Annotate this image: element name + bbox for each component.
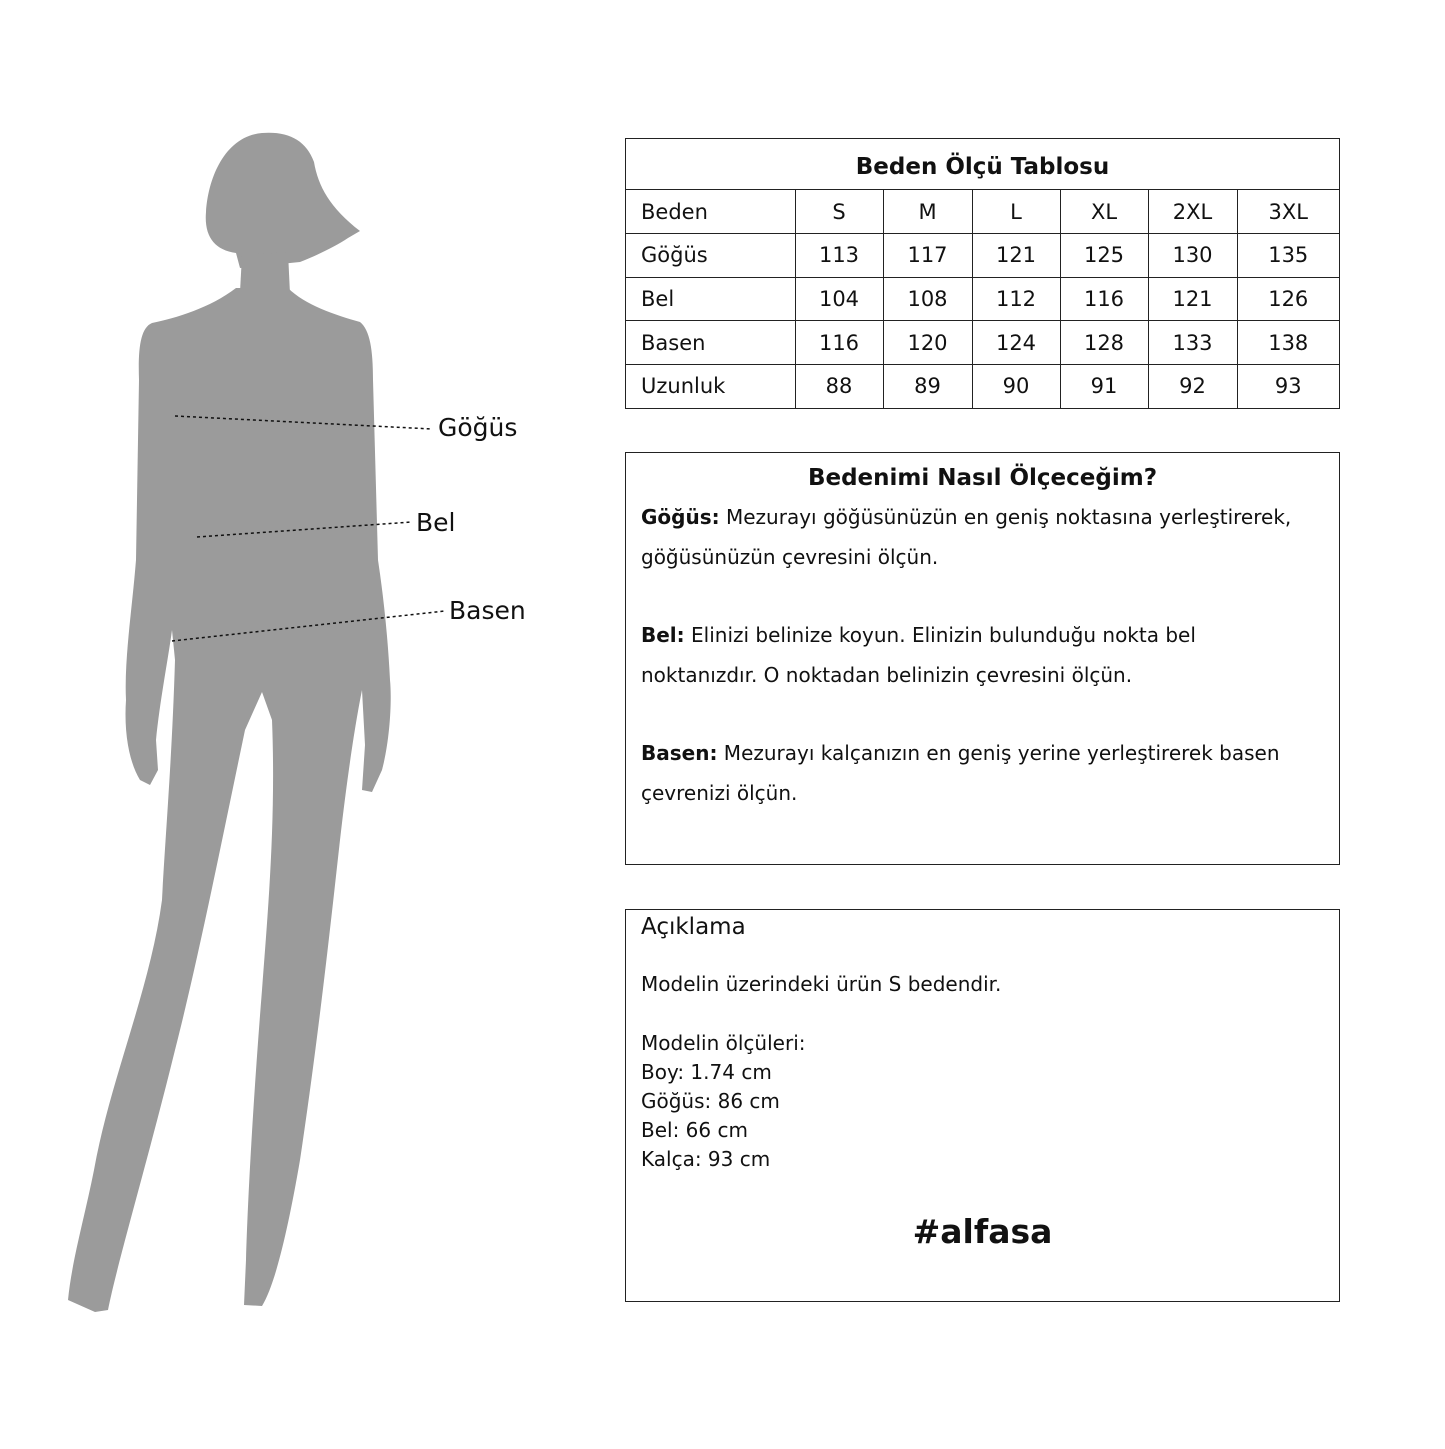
table-cell: 116 xyxy=(795,321,883,365)
table-header-cell: 2XL xyxy=(1148,190,1237,234)
silhouette-graphic xyxy=(0,0,620,1445)
table-cell: Göğüs xyxy=(626,234,795,278)
table-row xyxy=(626,234,1339,278)
waist-instruction-label: Bel: xyxy=(641,623,685,647)
size-chart-title: Beden Ölçü Tablosu xyxy=(626,139,1339,190)
model-measurement-height: Boy: 1.74 cm xyxy=(641,1060,772,1084)
table-row xyxy=(626,364,1339,408)
model-measurements-title: Modelin ölçüleri: xyxy=(641,1031,806,1055)
waist-instruction-text: Elinizi belinize koyun. Elinizin bulunduğu nokta bel xyxy=(684,623,1196,647)
waist-instruction xyxy=(641,615,1319,695)
size-table-grid xyxy=(626,190,1339,408)
table-cell: 116 xyxy=(1060,277,1148,321)
table-cell: Bel xyxy=(626,277,795,321)
table-cell: 138 xyxy=(1237,321,1339,365)
model-measurement-chest: Göğüs: 86 cm xyxy=(641,1089,780,1113)
chest-instruction xyxy=(641,497,1319,577)
table-cell: 117 xyxy=(883,234,972,278)
neck-shape xyxy=(240,252,290,294)
brand-hashtag: #alfasa xyxy=(912,1212,1053,1251)
table-cell: 130 xyxy=(1148,234,1237,278)
description-title: Açıklama xyxy=(641,914,746,940)
table-header-cell: L xyxy=(972,190,1060,234)
table-cell: 133 xyxy=(1148,321,1237,365)
table-cell: 91 xyxy=(1060,364,1148,408)
hip-label: Basen xyxy=(449,596,526,625)
table-header-cell: XL xyxy=(1060,190,1148,234)
table-cell: 108 xyxy=(883,277,972,321)
waist-instruction-text-2: noktanızdır. O noktadan belinizin çevresini ölçün. xyxy=(641,663,1133,687)
waist-label: Bel xyxy=(416,508,456,537)
table-cell: 135 xyxy=(1237,234,1339,278)
table-cell: 92 xyxy=(1148,364,1237,408)
body-shape xyxy=(68,288,391,1312)
table-cell: 93 xyxy=(1274,374,1302,399)
table-row xyxy=(626,277,1339,321)
how-to-measure-box xyxy=(625,452,1340,865)
table-header-cell: M xyxy=(883,190,972,234)
table-cell: 128 xyxy=(1060,321,1148,365)
table-cell: 124 xyxy=(972,321,1060,365)
model-size-text: Modelin üzerindeki ürün S bedendir. xyxy=(641,972,1002,996)
table-header-cell: Beden xyxy=(626,190,795,234)
chest-instruction-text: Mezurayı göğüsünüzün en geniş noktasına yerleştirerek, xyxy=(719,505,1292,529)
table-cell: 121 xyxy=(1148,277,1237,321)
hip-instruction xyxy=(641,733,1319,813)
model-measurement-hip: Kalça: 93 cm xyxy=(641,1147,771,1171)
chest-instruction-text-2: göğüsünüzün çevresini ölçün. xyxy=(641,545,939,569)
size-chart-table xyxy=(625,138,1340,409)
table-cell: 89 xyxy=(883,364,972,408)
body-silhouette-figure xyxy=(0,0,620,1445)
table-cell: 104 xyxy=(795,277,883,321)
chest-label: Göğüs xyxy=(438,413,518,442)
table-cell: 90 xyxy=(972,364,1060,408)
table-header-cell: S xyxy=(795,190,883,234)
table-cell: 88 xyxy=(795,364,883,408)
description-box xyxy=(625,909,1340,1302)
table-header-row xyxy=(626,190,1339,234)
hip-instruction-text-2: çevrenizi ölçün. xyxy=(641,781,798,805)
table-cell: 120 xyxy=(883,321,972,365)
how-to-measure-title: Bedenimi Nasıl Ölçeceğim? xyxy=(807,465,1158,491)
hip-instruction-label: Basen: xyxy=(641,741,718,765)
table-cell: 112 xyxy=(972,277,1060,321)
head-shape xyxy=(206,133,360,268)
table-cell: 126 xyxy=(1237,277,1339,321)
table-header-cell: 3XL xyxy=(1237,190,1339,234)
table-cell: Basen xyxy=(626,321,795,365)
hip-instruction-text: Mezurayı kalçanızın en geniş yerine yerleştirerek basen xyxy=(717,741,1280,765)
chest-instruction-label: Göğüs: xyxy=(641,505,720,529)
table-cell: 121 xyxy=(972,234,1060,278)
table-row xyxy=(626,321,1339,365)
table-cell: 125 xyxy=(1060,234,1148,278)
model-measurement-waist: Bel: 66 cm xyxy=(641,1118,748,1142)
table-cell: Uzunluk xyxy=(626,364,795,408)
table-cell: 113 xyxy=(795,234,883,278)
